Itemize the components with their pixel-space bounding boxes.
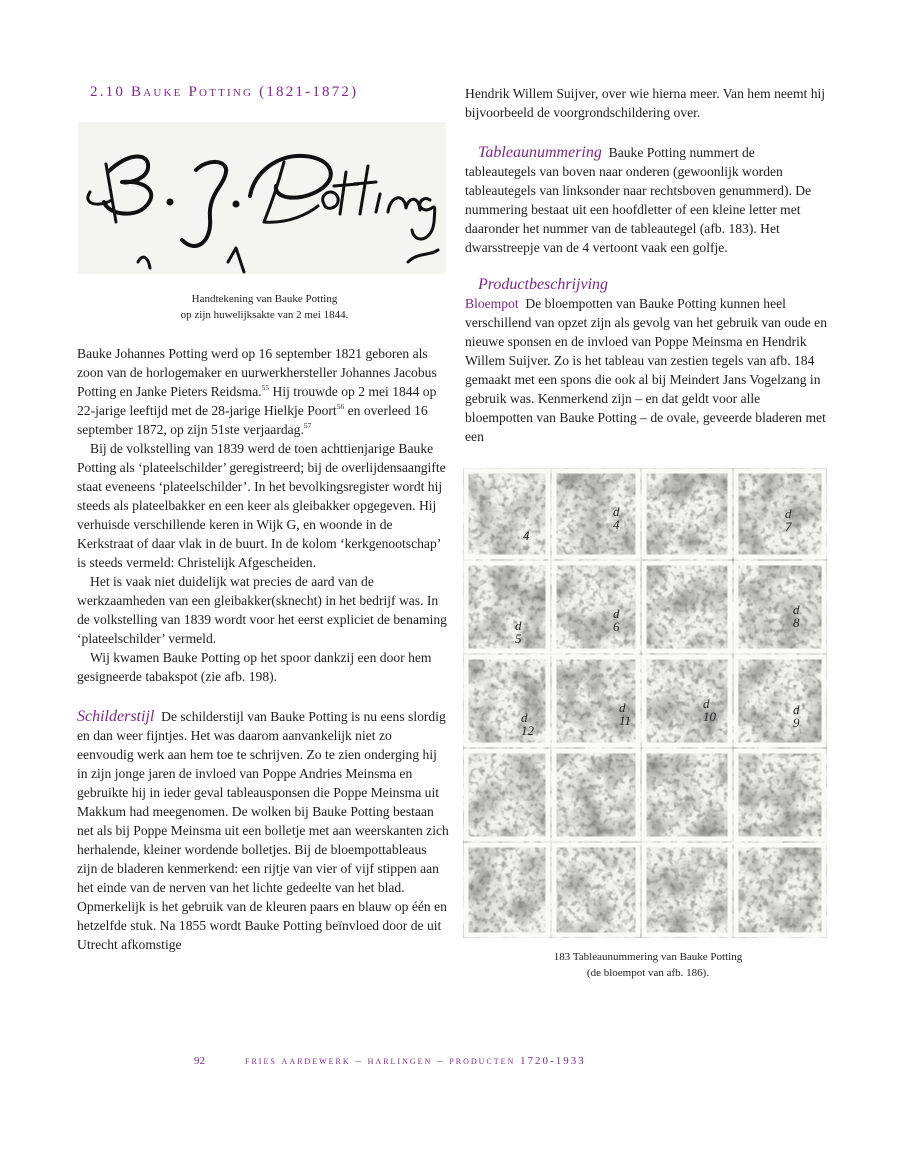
footnote-ref: 55 xyxy=(261,383,270,392)
tile-number-mark: 8 xyxy=(793,615,800,630)
tile-number-mark: d xyxy=(521,710,528,725)
section-heading: 2.10 Bauke Potting (1821-1872) xyxy=(90,84,359,100)
tile-number-mark: d xyxy=(619,700,626,715)
tile-number-mark: 9 xyxy=(793,715,800,730)
right-column xyxy=(465,84,827,446)
subheading-tableaunummering: Tableaunummering xyxy=(478,144,602,161)
page-number: 92 xyxy=(194,1055,205,1067)
paragraph-continued: Hendrik Willem Suijver, over wie hierna meer. Van hem neemt hij bijvoorbeeld de voorgrondschildering over. xyxy=(465,86,826,120)
paragraph-tableaunummering: Tableaunummering Bauke Potting nummert de tableautegels van boven naar onderen (gewoonlijk worden tableautegels van linksonder naar rechtsboven genummerd). De nummering bestaat uit een hoofdletter of een kleine letter met daaronder het nummer van de tableautegel (afb. 183). Het dwarsstreepje van de 4 vertoont vaak een golfje. xyxy=(465,144,812,255)
signature-caption xyxy=(92,291,437,323)
tile-number-mark: 12 xyxy=(521,723,534,738)
page-footer xyxy=(0,1055,900,1075)
paragraph-bloempot: Bloempot De bloempotten van Bauke Potting kunnen heel verschillend van opzet zijn als gevolg van het gebruik van oude en nieuwe sponsen en de invloed van Poppe Meinsma en Hendrik Willem Suijver. Zo is het tableau van zestien tegels van afb. 184 gemaakt met een spons die ook al bij Meindert Jans Vogelzang in gebruik was. Kenmerkend zijn – en dat geldt voor alle bloempotten van Bauke Potting – de ovale, geveerde bladeren met een xyxy=(465,296,828,444)
tile-number-mark: 7 xyxy=(785,519,792,534)
tile-number-mark: 11 xyxy=(619,713,632,728)
running-title: fries aardewerk – harlingen – producten 1720-1933 xyxy=(245,1055,586,1067)
runin-bloempot: Bloempot xyxy=(465,296,519,311)
subheading-productbeschrijving: Productbeschrijving xyxy=(478,276,609,293)
figure-caption-line1: 183 Tableaunummering van Bauke Potting xyxy=(553,951,743,963)
signature-caption-line2: op zijn huwelijksakte van 2 mei 1844. xyxy=(180,309,349,321)
tile-tableau-photo xyxy=(463,468,827,938)
figure-caption-line2: (de bloempot van afb. 186). xyxy=(586,967,710,979)
tile-number-mark: d xyxy=(793,602,800,617)
tile-number-mark: d xyxy=(515,618,522,633)
tile-number-mark: 6 xyxy=(613,619,620,634)
paragraph-schilderstijl: Schilderstijl De schilderstijl van Bauke Potting is nu eens slordig en dan weer fijntjes. Het was daarom aanvankelijk niet zo eenvoudig werk aan hem toe te schrijven. Zo te zien onderging hij in zijn jonge jaren de invloed van Poppe Andries Meinsma en gebruikte hij in ieder geval tableausponsen die Poppe Meinsma uit Makkum had meegenomen. De wolken bij Bauke Potting bestaan net als bij Poppe Meinsma uit een bolletje met aan weerskanten zich herhalende, kleiner wordende bolletjes. Bij de bloempottableaus zijn de bladeren kenmerkend: een rijtje van vier of vijf stippen aan het einde van de nerven van het lichte gedeelte van het blad. Opmerkelijk is het gebruik van de kleuren paars en blauw op één en hetzelfde stuk. Na 1855 wordt Bauke Potting beïnvloed door de uit Utrecht afkomstige xyxy=(77,708,449,952)
tile-number-mark: 4 xyxy=(613,517,620,532)
tile-number-mark: d xyxy=(703,696,710,711)
paragraph-tabakspot: Wij kwamen Bauke Potting op het spoor dankzij een door hem gesigneerde tabakspot (zie afb. 198). xyxy=(77,650,432,684)
tile-number-mark: d xyxy=(613,504,620,519)
tile-number-mark: d xyxy=(793,702,800,717)
left-column xyxy=(77,344,449,954)
paragraph-birth: Bauke Johannes Potting werd op 16 september 1821 geboren als zoon van de horlogemaker en uurwerkhersteller Johannes Jacobus Potting en Janke Pieters Reidsma.$^{55}$ Hij trouwde op 2 mei 1844 op 22-jarige leeftijd met de 28-jarige Hielkje Poort$^{56}$ en overleed 16 september 1872, op zijn 51ste verjaardag.$^{57}$ xyxy=(77,346,437,437)
footnote-ref: 56 xyxy=(336,402,345,411)
signature-caption-line1: Handtekening van Bauke Potting xyxy=(191,293,338,305)
tile-number-mark: d xyxy=(613,606,620,621)
paragraph-census: Bij de volkstelling van 1839 werd de toen achttienjarige Bauke Potting als ‘plateelschilder’ geregistreerd; bij de overlijdensaangifte staat eveneens ‘plateelschilder’. In het bevolkingsregister wordt hij steeds als plateelbakker en een keer als gleibakker opgegeven. Hij verhuisde verschillende keren in Wijk G, en woonde in de Kerkstraat of daar vlak in de buurt. In de kolom ‘kerkgenootschap’ is steeds vermeld: Christelijk Afgescheiden. xyxy=(77,441,446,570)
tile-number-mark: d xyxy=(785,506,792,521)
tile-number-mark: 5 xyxy=(515,631,522,646)
subheading-schilderstijl: Schilderstijl xyxy=(77,708,155,725)
footnote-ref: 57 xyxy=(303,421,312,430)
figure-caption xyxy=(478,949,818,981)
tile-number-mark: 4 xyxy=(523,528,530,543)
signature-image xyxy=(78,122,446,274)
tile-number-mark: 10 xyxy=(703,709,716,724)
paragraph-gleibakker: Het is vaak niet duidelijk wat precies de aard van de werkzaamheden van een gleibakker(sknecht) in het bedrijf was. In de volkstelling van 1839 wordt voor het eerst expliciet de benaming ‘plateelschilder’ vermeld. xyxy=(77,574,447,646)
